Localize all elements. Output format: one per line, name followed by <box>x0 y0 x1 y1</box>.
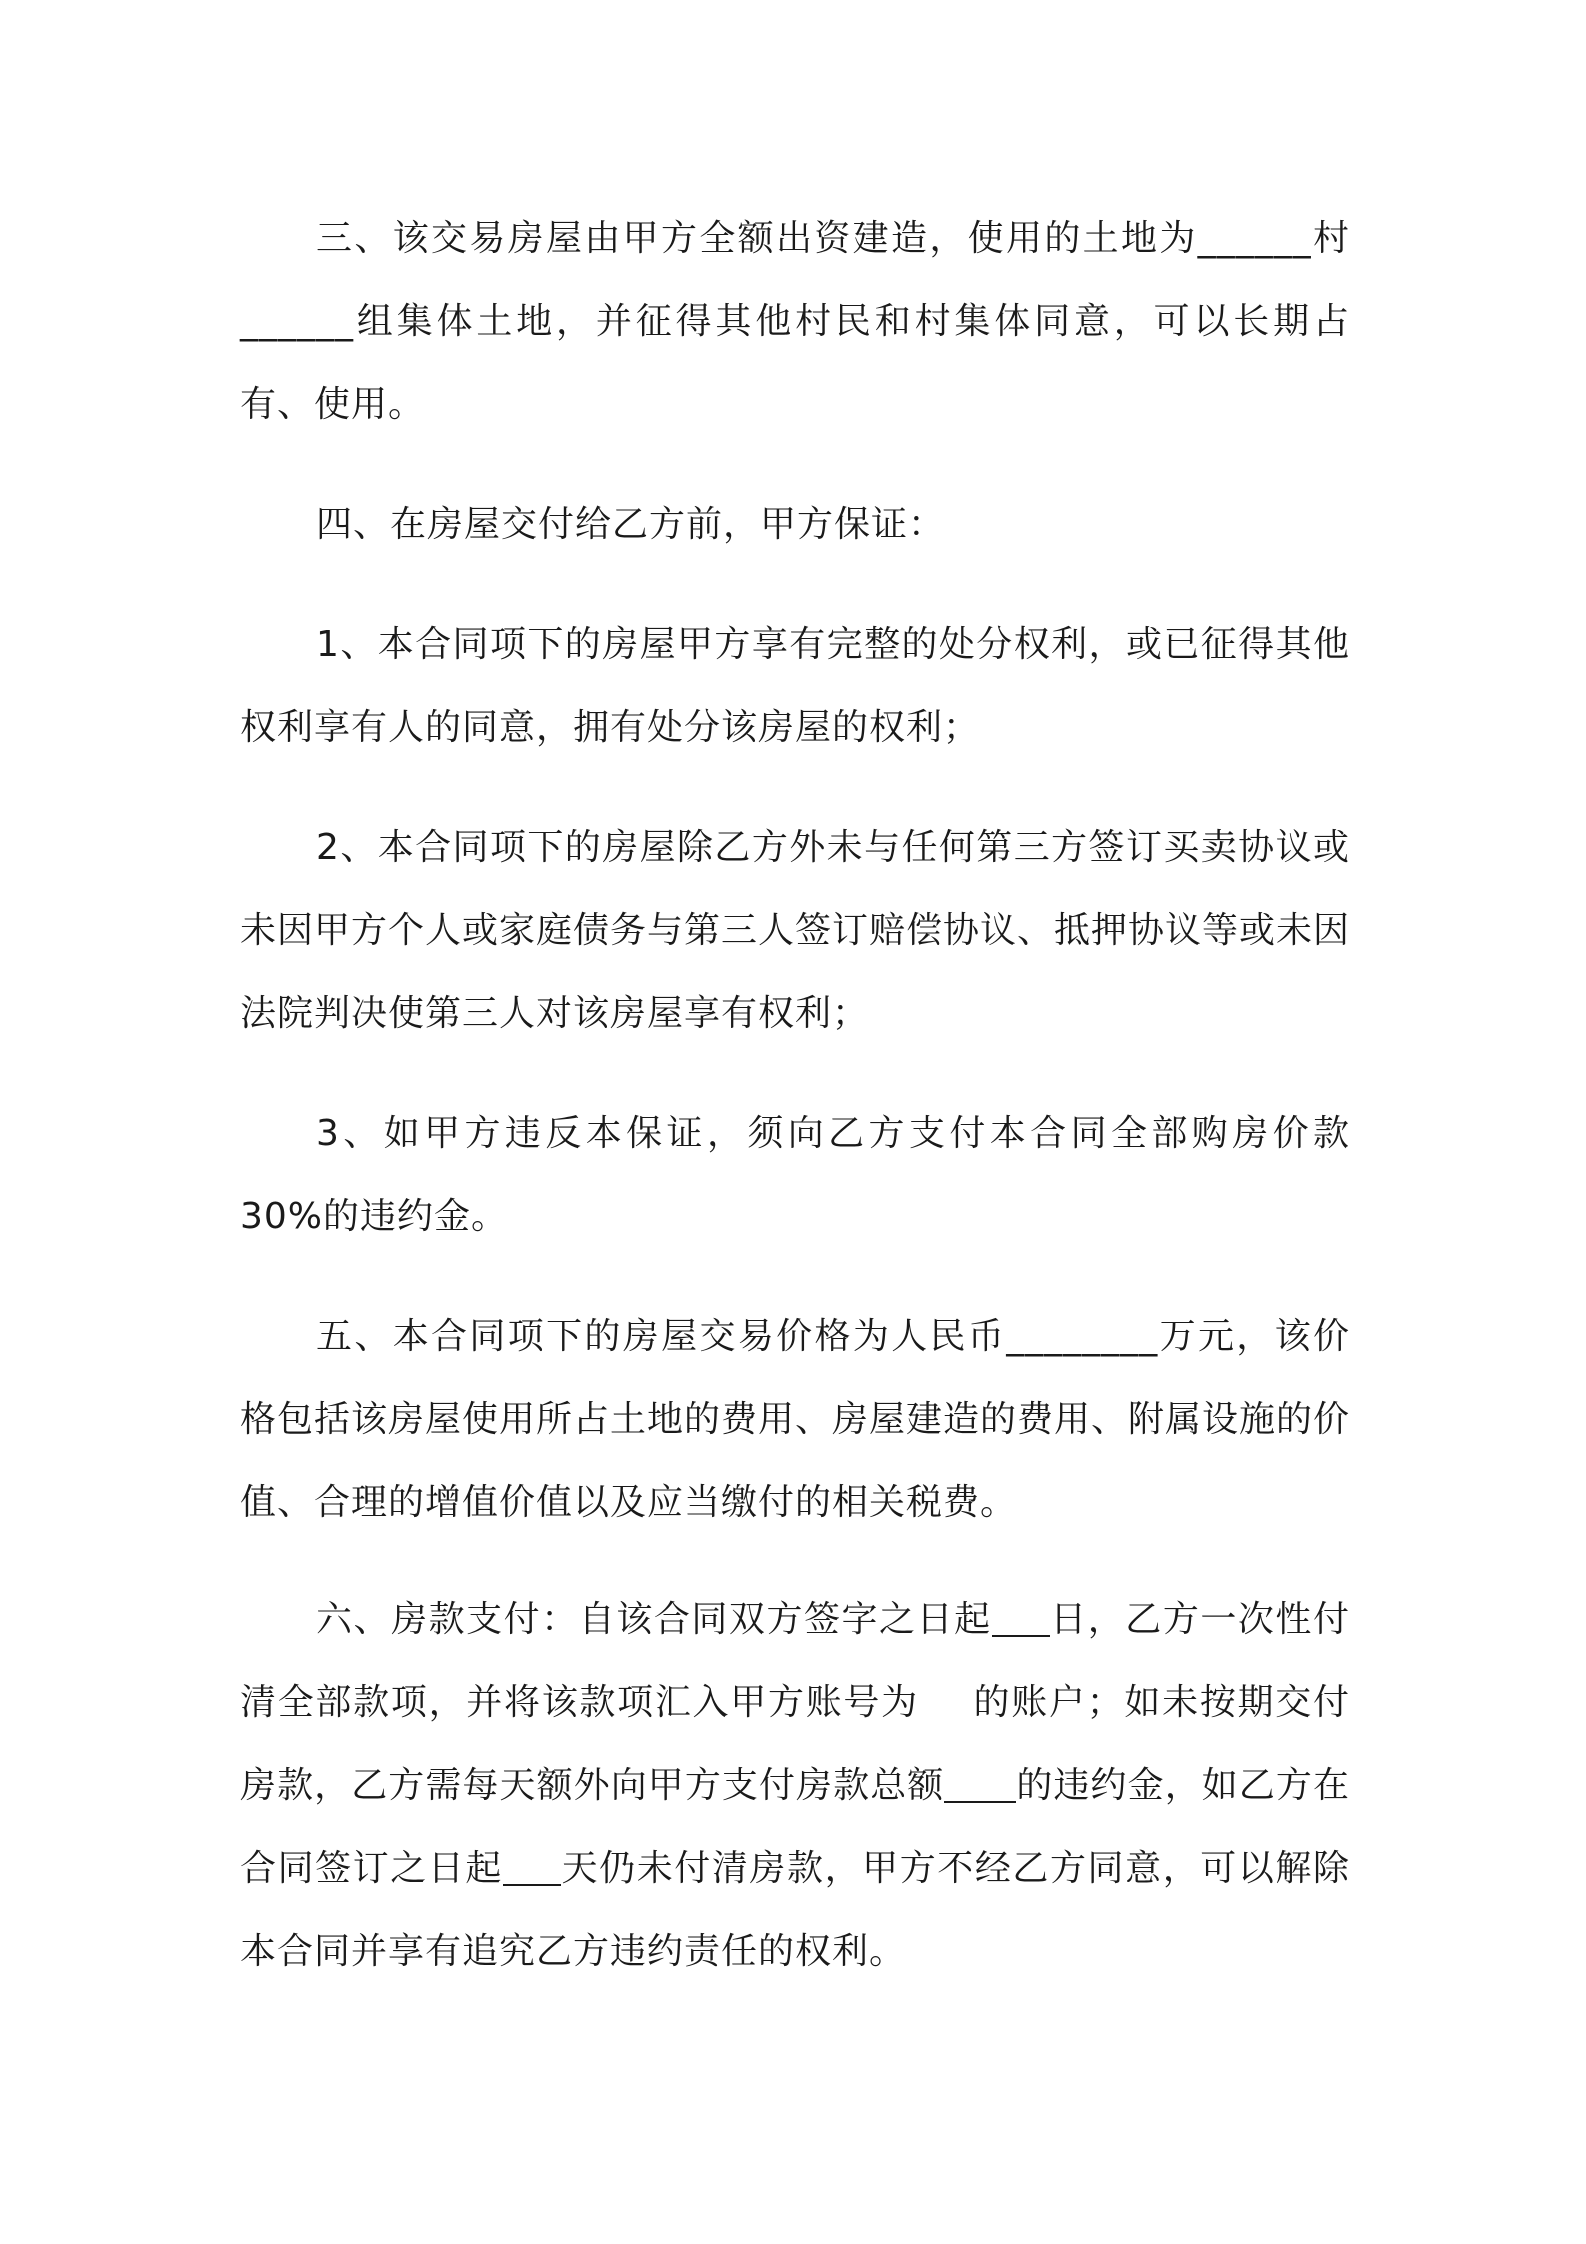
days-blank <box>992 1601 1050 1637</box>
clause-6-text-3: 的账户；如未按期交付房款，乙方需每天额外向甲方支付房款总额 <box>240 1682 1350 1806</box>
penalty-rate-blank <box>944 1767 1016 1803</box>
document-page <box>240 197 1350 1993</box>
deadline-days-blank <box>503 1850 561 1886</box>
clause-4-item-3: 3、如甲方违反本保证，须向乙方支付本合同全部购房价款 30%的违约金。 <box>240 1113 1350 1237</box>
clause-4: 四、在房屋交付给乙方前，甲方保证： <box>316 504 946 545</box>
clause-6 <box>240 1578 1350 1993</box>
clause-3: 三、该交易房屋由甲方全额出资建造，使用的土地为______村______组集体土地，并征得其他村民和村集体同意，可以长期占有、使用。 <box>240 218 1350 425</box>
clause-6-text-4: 的违约金，如乙方在合同签订之日起 <box>240 1765 1350 1889</box>
clause-6-text-5: 天仍未付清房款，甲方不经乙方同意，可以解除本合同并享有追究乙方违约责任的权利。 <box>240 1848 1350 1972</box>
clause-4-item-1: 1、本合同项下的房屋甲方享有完整的处分权利，或已征得其他权利享有人的同意，拥有处分该房屋的权利； <box>240 624 1350 748</box>
account-blank <box>919 1686 973 1720</box>
clause-6-text-1: 六、房款支付：自该合同双方签字之日起 <box>316 1599 992 1640</box>
clause-6-text-2: 日，乙方一次性付清全部款项，并将该款项汇入甲方账号为 <box>240 1599 1350 1723</box>
clause-5: 五、本合同项下的房屋交易价格为人民币________万元，该价格包括该房屋使用所占土地的费用、房屋建造的费用、附属设施的价值、合理的增值价值以及应当缴付的相关税费。 <box>240 1316 1351 1523</box>
clause-4-item-2: 2、本合同项下的房屋除乙方外未与任何第三方签订买卖协议或未因甲方个人或家庭债务与第三人签订赔偿协议、抵押协议等或未因法院判决使第三人对该房屋享有权利； <box>240 827 1351 1034</box>
